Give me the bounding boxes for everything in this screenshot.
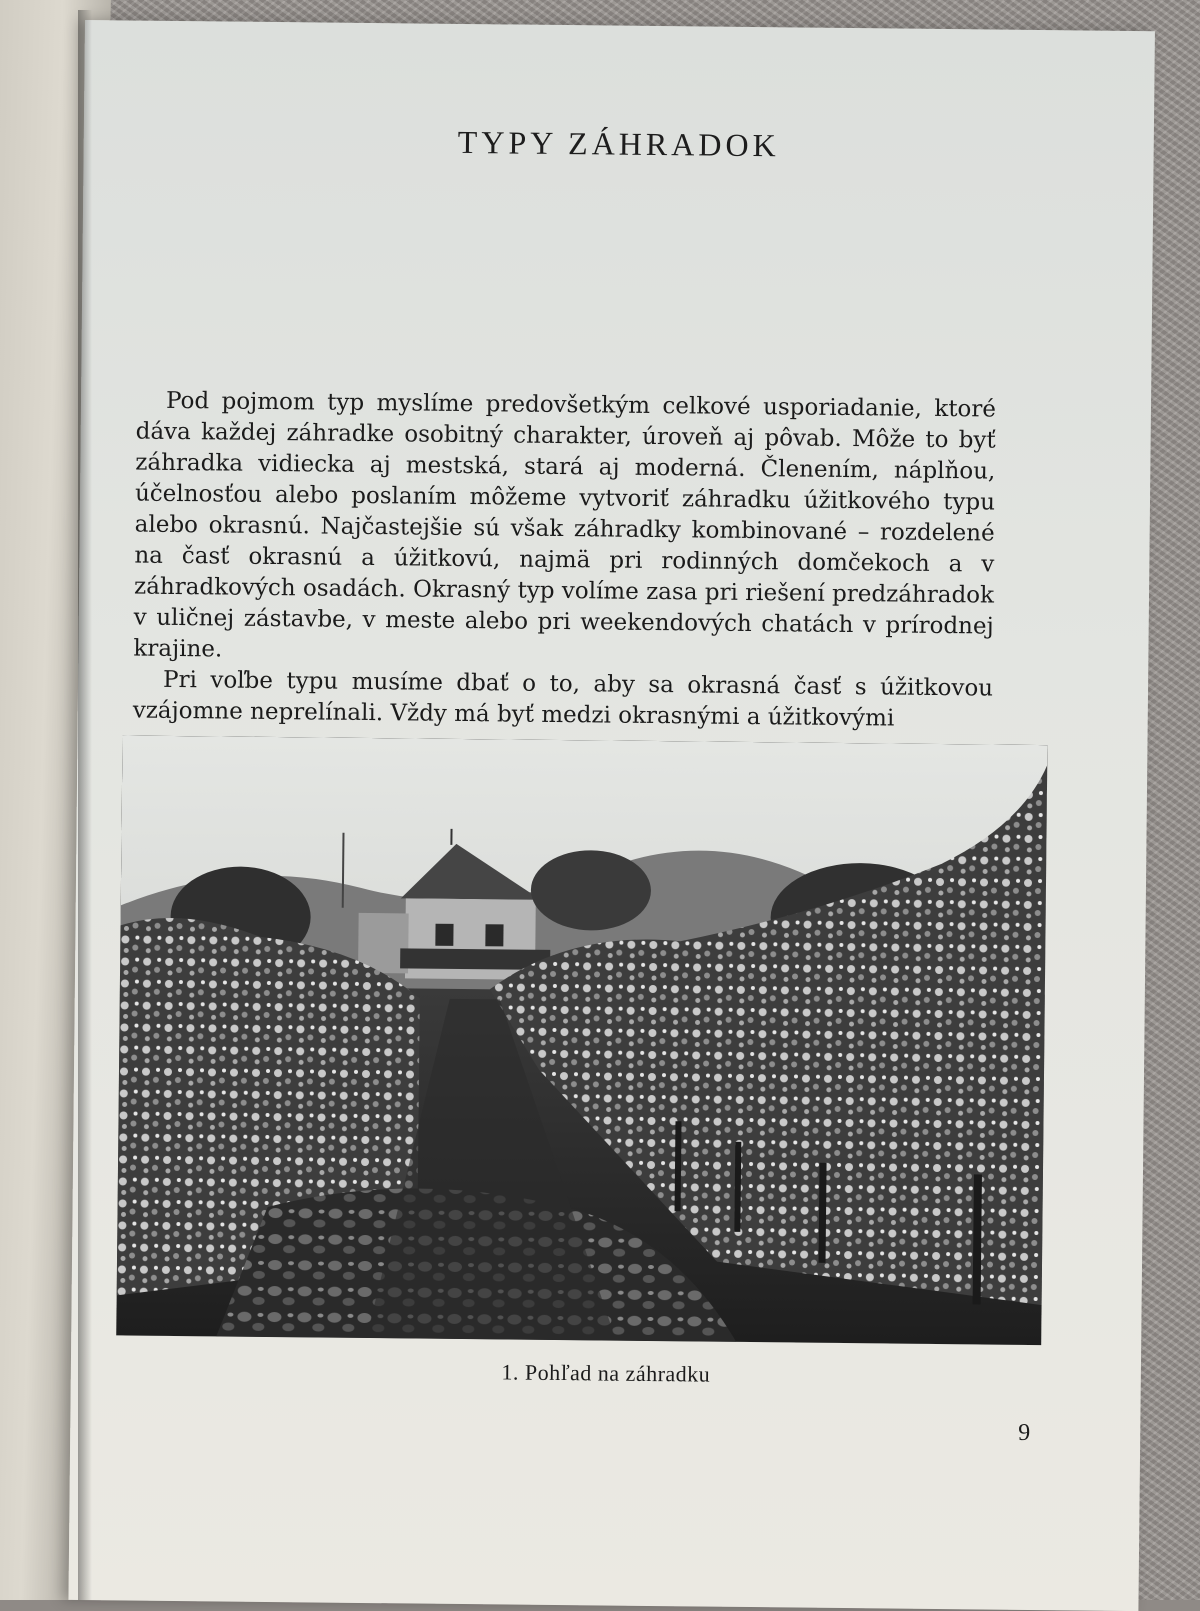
page-title: TYPY ZÁHRADOK (84, 120, 1154, 168)
photo-caption: 1. Pohľad na záhradku (71, 1355, 1141, 1392)
page-number: 9 (1018, 1420, 1030, 1447)
garden-photo (116, 735, 1047, 1345)
spine-shadow (78, 10, 92, 1600)
garden-photo-illustration (116, 735, 1047, 1345)
book-page (68, 20, 1154, 1611)
paragraph-2: Pri voľbe typu musíme dbať o to, aby sa okrasná časť s úžitkovou vzájomne neprelínali. Vždy má byť medzi okrasnými a úžitkovými (133, 665, 994, 736)
body-text (133, 386, 997, 736)
paragraph-1: Pod pojmom typ myslíme predovšetkým celkové usporiadanie, ktoré dáva každej záhradke osobitný charakter, úroveň aj pôvab. Môže to byť záhradka vidiecka aj mestská, stará aj moderná. Členením, náplňou, účelnosťou alebo poslaním môžeme vytvoriť záhradku úžitkového typu alebo okrasnú. Najčastejšie sú však záhradky kombinované – rozdelené na časť okrasnú a úžitkovú, najmä pri rodinných domčekoch a v záhradkových osadách. Okrasný typ volíme zasa pri riešení predzáhradok v uličnej zástavbe, v meste alebo pri weekendových chatách v prírodnej krajine. (133, 386, 996, 674)
